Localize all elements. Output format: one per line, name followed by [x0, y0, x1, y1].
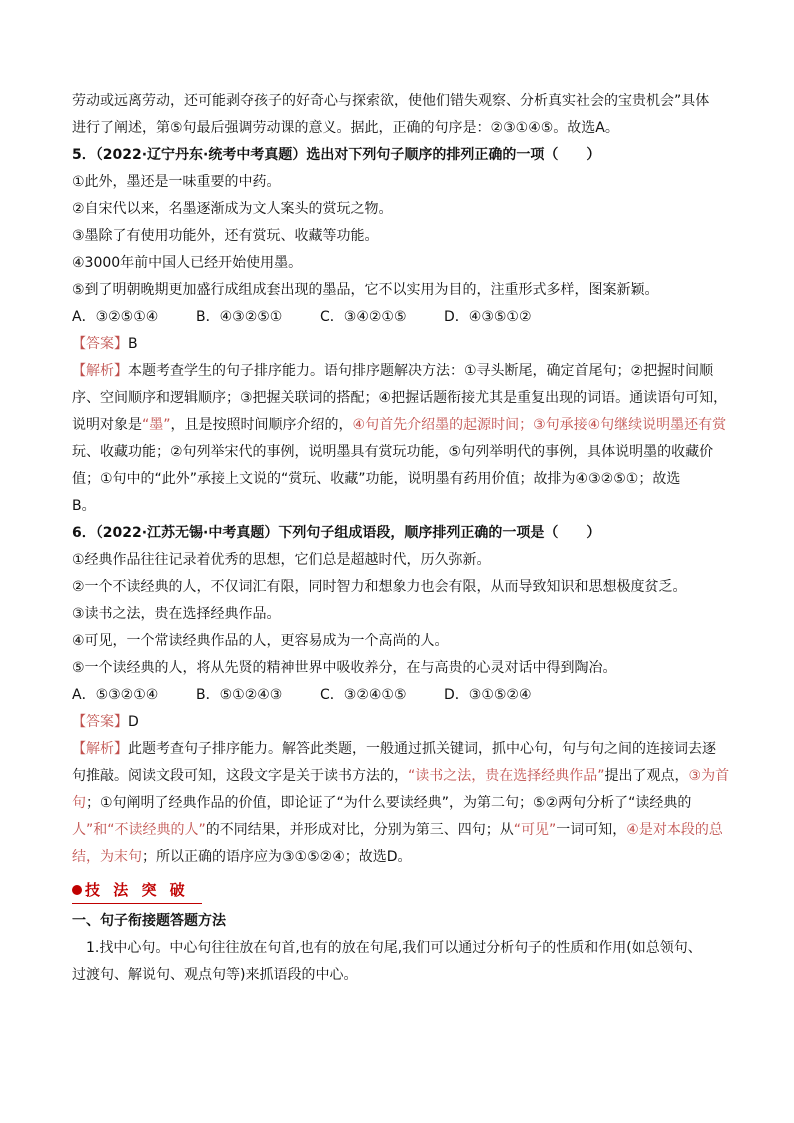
q6-sentence-3: ③读书之法，贵在选择经典作品。: [72, 606, 281, 622]
q6-analysis-1: [72, 736, 732, 763]
q5-analysis-6: B。: [72, 498, 96, 514]
q6-analysis-3: [72, 790, 732, 817]
q5-option-d: D．④③⑤①②: [444, 309, 532, 325]
q6-analysis-4e: 一词可知，: [556, 822, 627, 838]
q6-analysis-5a: 结，为末句: [72, 849, 142, 865]
q6-analysis-4a: 人”和: [72, 822, 108, 838]
q6-title: 6．（2022·江苏无锡·中考真题）下列句子组成语段，顺序排列正确的一项是（ ）: [72, 525, 601, 541]
section-paragraph-1: 1.找中心句。中心句往往放在句首,也有的放在句尾,我们可以通过分析句子的性质和作用(如总领句、: [86, 940, 702, 956]
q6-analysis-text-1: 此题考查句子排序能力。解答此类题，一般通过抓关键词，抓中心句，句与句之间的连接词去逐: [128, 741, 716, 757]
q5-analysis-1: [72, 358, 732, 385]
q6-analysis-4d: “可见”: [513, 822, 557, 838]
document-page: [72, 88, 732, 989]
q5-sentence-3: ③墨除了有使用功能外，还有赏玩、收藏等功能。: [72, 228, 379, 244]
q6-analysis-3b: ；①句阐明了经典作品的价值，即论证了“为什么要读经典”，为第二句；⑤②两句分析了“读经典的: [86, 795, 692, 811]
section-paragraph-2: 过渡句、解说句、观点句等)来抓语段的中心。: [72, 967, 358, 983]
q5-option-c: C．③④②①⑤: [320, 309, 407, 325]
q5-answer-value: B: [128, 336, 138, 352]
q6-sentence-4: ④可见，一个常读经典作品的人，更容易成为一个高尚的人。: [72, 633, 449, 649]
q5-options: [72, 304, 732, 331]
q6-analysis-4: [72, 817, 732, 844]
q5-analysis-3a: 说明对象是: [72, 417, 142, 433]
q6-sentence-2: ②一个不读经典的人，不仅词汇有限，同时智力和想象力也会有限，从而导致知识和思想极度贫乏。: [72, 579, 687, 595]
q6-analysis-3a: 句: [72, 795, 86, 811]
q5-analysis-3b: “墨”: [142, 417, 171, 433]
q6-answer: [72, 709, 732, 736]
q5-analysis-3c: ，且是按照时间顺序介绍的，: [170, 417, 353, 433]
q5-option-b: B．④③②⑤①: [196, 309, 283, 325]
q6-answer-tag: 【答案】: [72, 714, 128, 730]
q5-sentence-5: ⑤到了明朝晚期更加盛行成组成套出现的墨品，它不以实用为目的，注重形式多样，图案新颖。: [72, 282, 659, 298]
section-subheading: 一、句子衔接题答题方法: [72, 913, 226, 929]
q6-analysis-5b: ；所以正确的语序应为③①⑤②④；故选D。: [142, 849, 412, 865]
q6-sentence-1: ①经典作品往往记录着优秀的思想，它们总是超越时代，历久弥新。: [72, 552, 491, 568]
q5-analysis-3: [72, 412, 732, 439]
intro-line-1: 劳动或远离劳动，还可能剥夺孩子的好奇心与探索欲，使他们错失观察、分析真实社会的宝贵机会”具体: [72, 93, 710, 109]
q5-sentence-4: ④3000年前中国人已经开始使用墨。: [72, 255, 303, 271]
q6-analysis-4f: ④是对本段的总: [626, 822, 723, 838]
q6-analysis-2: [72, 763, 732, 790]
q6-option-c: C．③②④①⑤: [320, 687, 407, 703]
q6-sentence-5: ⑤一个读经典的人，将从先贤的精神世界中吸收养分，在与高贵的心灵对话中得到陶冶。: [72, 660, 617, 676]
section-heading: [72, 877, 732, 903]
q6-option-b: B．⑤①②④③: [196, 687, 283, 703]
q6-analysis-4c: 的不同结果，并形成对比，分别为第三、四句；从: [205, 822, 514, 838]
q5-analysis-tag: 【解析】: [72, 363, 128, 379]
q5-option-a: A．③②⑤①④: [72, 309, 159, 325]
q6-option-d: D．③①⑤②④: [444, 687, 532, 703]
q6-analysis-4b: “不读经典的人”: [107, 822, 206, 838]
q5-analysis-5: 值；①句中的“此外”承接上文说的“赏玩、收藏”功能，说明墨有药用价值；故排为④③②⑤①；故选: [72, 471, 681, 487]
q6-analysis-2c: 提出了观点，: [604, 768, 689, 784]
q5-answer-tag: 【答案】: [72, 336, 128, 352]
bullet-dot-icon: [72, 885, 82, 895]
q5-analysis-2: 序、空间顺序和逻辑顺序；③把握关联词的搭配；④把握话题衔接尤其是重复出现的词语。通读语句可知，: [72, 390, 728, 406]
q5-analysis-3d: ④句首先介绍墨的起源时间；③句承接④句继续说明墨还有赏: [352, 417, 727, 433]
q5-sentence-2: ②自宋代以来，名墨逐渐成为文人案头的赏玩之物。: [72, 201, 393, 217]
q6-options: [72, 682, 732, 709]
q5-title: 5．（2022·辽宁丹东·统考中考真题）选出对下列句子顺序的排列正确的一项（ ）: [72, 147, 601, 163]
q5-answer: [72, 331, 732, 358]
q6-analysis-tag: 【解析】: [72, 741, 128, 757]
q5-analysis-text-1: 本题考查学生的句子排序能力。语句排序题解决方法：①寻头断尾，确定首尾句；②把握时间顺: [128, 363, 714, 379]
q6-analysis-5: [72, 844, 732, 871]
q5-analysis-4: 玩、收藏功能；②句列举宋代的事例，说明墨具有赏玩功能，⑤句列举明代的事例，具体说明墨的收藏价: [72, 444, 714, 460]
intro-line-2: 进行了阐述，第⑤句最后强调劳动课的意义。据此，正确的句序是：②③①④⑤。故选A。: [72, 120, 619, 136]
q6-analysis-2b: “读书之法，贵在选择经典作品”: [408, 768, 605, 784]
section-title: 技 法 突 破: [85, 880, 189, 899]
q6-option-a: A．⑤③②①④: [72, 687, 159, 703]
q6-answer-value: D: [128, 714, 139, 730]
q5-sentence-1: ①此外，墨还是一味重要的中药。: [72, 174, 281, 190]
q6-analysis-2a: 句推敲。阅读文段可知，这段文字是关于读书方法的，: [72, 768, 408, 784]
q6-analysis-2d: ③为首: [688, 768, 730, 784]
